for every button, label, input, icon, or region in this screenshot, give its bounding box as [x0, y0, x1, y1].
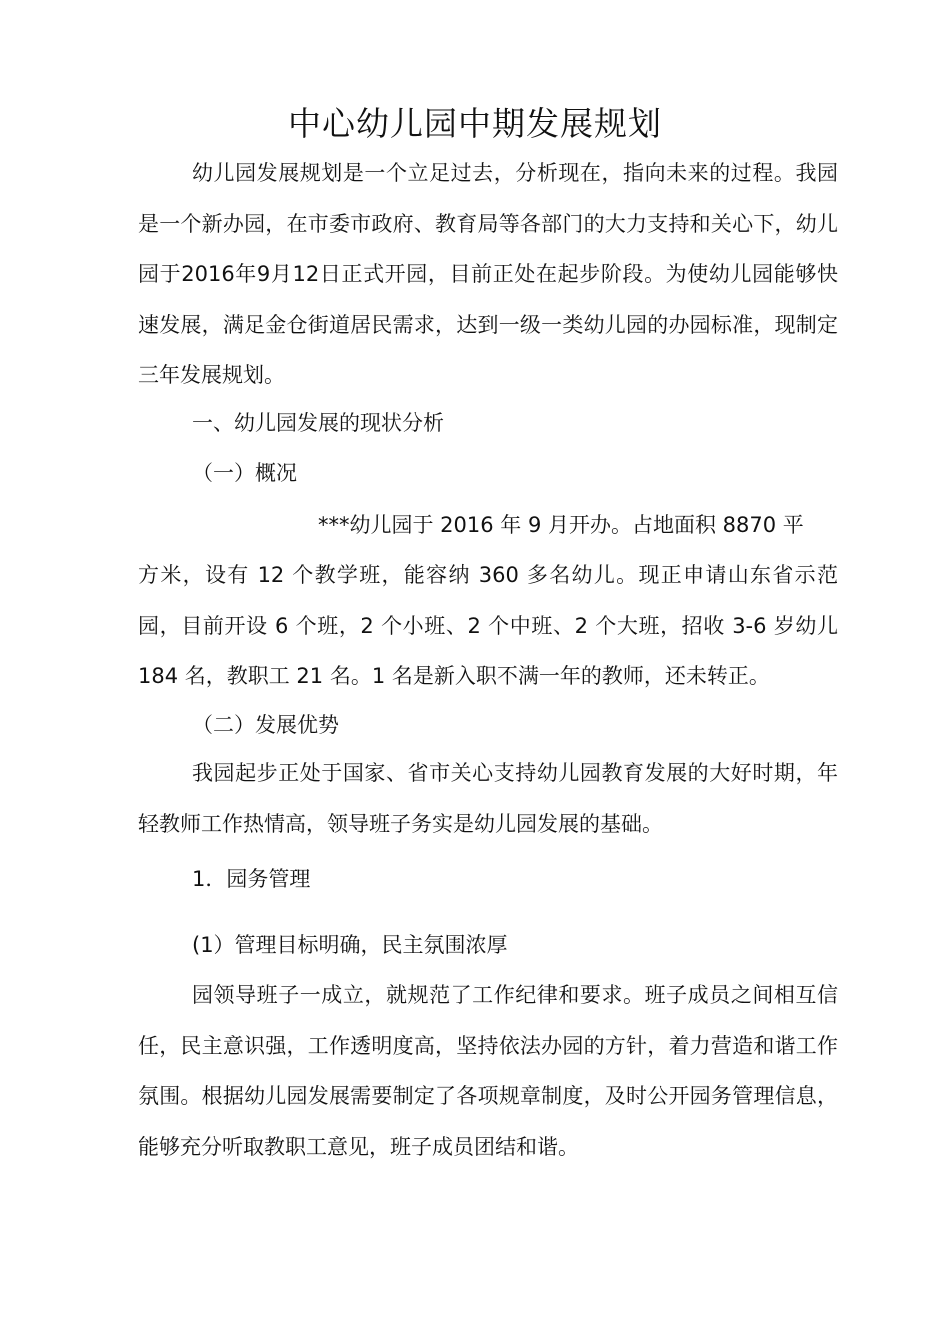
- subsection-heading-advantages: （二）发展优势: [192, 713, 339, 737]
- section-heading-status-analysis: 一、幼儿园发展的现状分析: [192, 411, 444, 435]
- subsection-heading-overview: （一）概况: [192, 461, 297, 485]
- document-title: 中心幼儿园中期发展规划: [288, 104, 662, 143]
- intro-paragraph: 幼儿园发展规划是一个立足过去，分析现在，指向未来的过程。我园是一个新办园，在市委市政府、教育局等各部门的大力支持和关心下，幼儿园于2016年9月12日正式开园，目前正处在起步阶段。为使幼儿园能够快速发展，满足金仓街道居民需求，达到一级一类幼儿园的办园标准，现制定三年发展规划。: [138, 161, 838, 387]
- overview-paragraph: 方米，设有 12 个教学班，能容纳 360 多名幼儿。现正申请山东省示范园，目前开设 6 个班，2 个小班、2 个中班、2 个大班，招收 3-6 岁幼儿 184 名，教职工 21 名。1 名是新入职不满一年的教师，还未转正。: [138, 563, 838, 688]
- item-subheading-goals: (1）管理目标明确，民主氛围浓厚: [192, 933, 508, 957]
- management-paragraph: 园领导班子一成立，就规范了工作纪律和要求。班子成员之间相互信任，民主意识强，工作透明度高，坚持依法办园的方针，着力营造和谐工作氛围。根据幼儿园发展需要制定了各项规章制度，及时公开园务管理信息，能够充分听取教职工意见，班子成员团结和谐。: [138, 983, 838, 1159]
- item-heading-management: 1．园务管理: [192, 867, 311, 891]
- overview-first-line: ***幼儿园于 2016 年 9 月开办。占地面积 8870 平: [318, 513, 804, 537]
- advantages-paragraph: 我园起步正处于国家、省市关心支持幼儿园教育发展的大好时期，年轻教师工作热情高，领导班子务实是幼儿园发展的基础。: [138, 761, 838, 836]
